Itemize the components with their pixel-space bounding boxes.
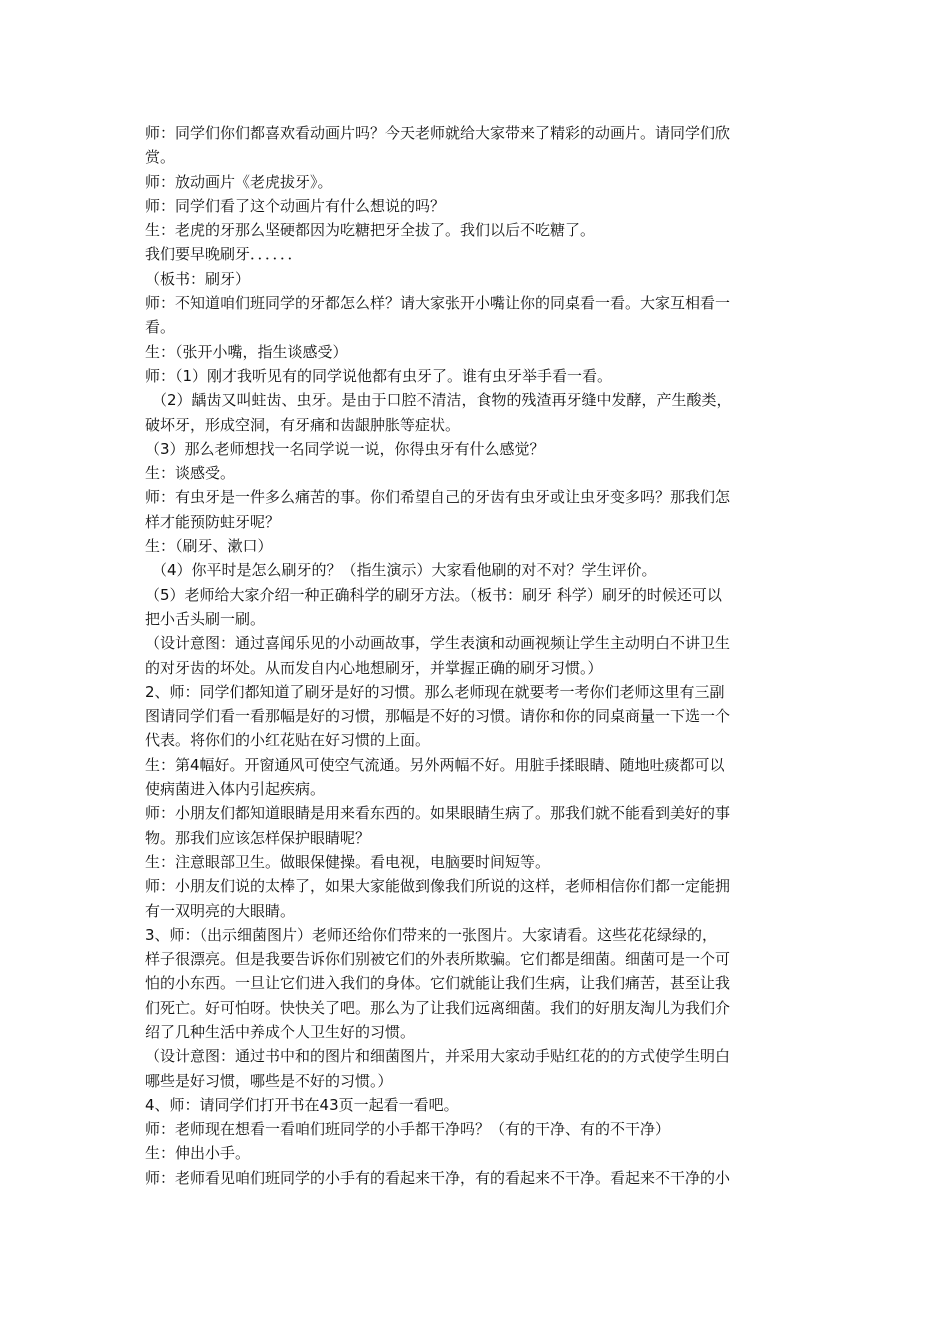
- text-line: 师：有虫牙是一件多么痛苦的事。你们希望自己的牙齿有虫牙或让虫牙变多吗？那我们怎: [145, 488, 731, 507]
- text-line: 4、师：请同学们打开书在43页一起看一看吧。: [145, 1095, 459, 1114]
- text-line: （3）那么老师想找一名同学说一说，你得虫牙有什么感觉？: [145, 439, 545, 458]
- text-line: 生：（张开小嘴，指生谈感受）: [145, 342, 348, 361]
- text-line: 的对牙齿的坏处。从而发自内心地想刷牙，并掌握正确的刷牙习惯。）: [145, 658, 603, 677]
- text-line: 师：同学们看了这个动画片有什么想说的吗？: [145, 196, 446, 215]
- text-line: 师：小朋友们都知道眼睛是用来看东西的。如果眼睛生病了。那我们就不能看到美好的事: [145, 804, 731, 823]
- text-line: 师：不知道咱们班同学的牙都怎么样？请大家张开小嘴让你的同桌看一看。大家互相看一: [145, 294, 731, 313]
- text-line: （2）龋齿又叫蛀齿、虫牙。是由于口腔不清洁，食物的残渣再牙缝中发酵，产生酸类，: [152, 391, 732, 410]
- text-line: 使病菌进入体内引起疾病。: [145, 780, 326, 799]
- text-line: 师：小朋友们说的太棒了，如果大家能做到像我们所说的这样，老师相信你们都一定能拥: [145, 877, 731, 896]
- text-line: 赏。: [145, 148, 176, 167]
- text-line: （设计意图：通过书中和的图片和细菌图片，并采用大家动手贴红花的的方式使学生明白: [145, 1047, 731, 1066]
- text-line: 哪些是好习惯，哪些是不好的习惯。）: [145, 1071, 393, 1090]
- text-line: 师：老师看见咱们班同学的小手有的看起来干净，有的看起来不干净。看起来不干净的小: [145, 1168, 731, 1187]
- text-line: 绍了几种生活中养成个人卫生好的习惯。: [145, 1022, 416, 1041]
- text-line: （设计意图：通过喜闻乐见的小动画故事，学生表演和动画视频让学生主动明白不讲卫生: [145, 634, 731, 653]
- text-line: 师：老师现在想看一看咱们班同学的小手都干净吗？（有的干净、有的不干净）: [145, 1120, 671, 1139]
- text-line: 生：伸出小手。: [145, 1144, 251, 1163]
- text-line: 样子很漂亮。但是我要告诉你们别被它们的外表所欺骗。它们都是细菌。细菌可是一个可: [145, 950, 731, 969]
- text-line: （5）老师给大家介绍一种正确科学的刷牙方法。（板书：刷牙 科学）刷牙的时候还可以: [145, 585, 722, 604]
- text-line: 图请同学们看一看那幅是好的习惯，那幅是不好的习惯。请你和你的同桌商量一下选一个: [145, 707, 731, 726]
- text-line: 看。: [145, 318, 176, 337]
- text-line: 样才能预防蛀牙呢？: [145, 512, 281, 531]
- document-page: [145, 121, 813, 1190]
- text-line: 生：注意眼部卫生。做眼保健操。看电视，电脑要时间短等。: [145, 852, 551, 871]
- text-line: 怕的小东西。一旦让它们进入我们的身体。它们就能让我们生病，让我们痛苦，甚至让我: [145, 974, 731, 993]
- text-line: 生：（刷牙、漱口）: [145, 537, 273, 556]
- text-line: 代表。将你们的小红花贴在好习惯的上面。: [145, 731, 431, 750]
- text-line: 生：第4幅好。开窗通风可使空气流通。另外两幅不好。用脏手揉眼睛、随地吐痰都可以: [145, 755, 725, 774]
- text-line: 生：谈感受。: [145, 464, 236, 483]
- text-line: 有一双明亮的大眼睛。: [145, 901, 296, 920]
- text-line: 破坏牙，形成空洞，有牙痛和齿龈肿胀等症状。: [145, 415, 461, 434]
- text-line: 把小舌头刷一刷。: [145, 609, 266, 628]
- text-line: 们死亡。好可怕呀。快快关了吧。那么为了让我们远离细菌。我们的好朋友淘儿为我们介: [145, 998, 731, 1017]
- text-line: 师：（1）刚才我听见有的同学说他都有虫牙了。谁有虫牙举手看一看。: [145, 366, 613, 385]
- text-line: 物。那我们应该怎样保护眼睛呢？: [145, 828, 371, 847]
- text-line: 我们要早晚刷牙．．．．．．: [145, 245, 303, 264]
- text-line: 师：放动画片《老虎拔牙》。: [145, 172, 333, 191]
- text-line: 师：同学们你们都喜欢看动画片吗？今天老师就给大家带来了精彩的动画片。请同学们欣: [145, 124, 731, 142]
- text-line: 生：老虎的牙那么坚硬都因为吃糖把牙全拔了。我们以后不吃糖了。: [145, 221, 596, 240]
- text-line: （4）你平时是怎么刷牙的？（指生演示）大家看他刷的对不对？学生评价。: [152, 561, 657, 580]
- text-line: 3、师：（出示细菌图片）老师还给你们带来的一张图片。大家请看。这些花花绿绿的，: [145, 925, 718, 944]
- text-line: 2、师：同学们都知道了刷牙是好的习惯。那么老师现在就要考一考你们老师这里有三副: [145, 682, 725, 701]
- text-line: （板书：刷牙）: [145, 269, 251, 288]
